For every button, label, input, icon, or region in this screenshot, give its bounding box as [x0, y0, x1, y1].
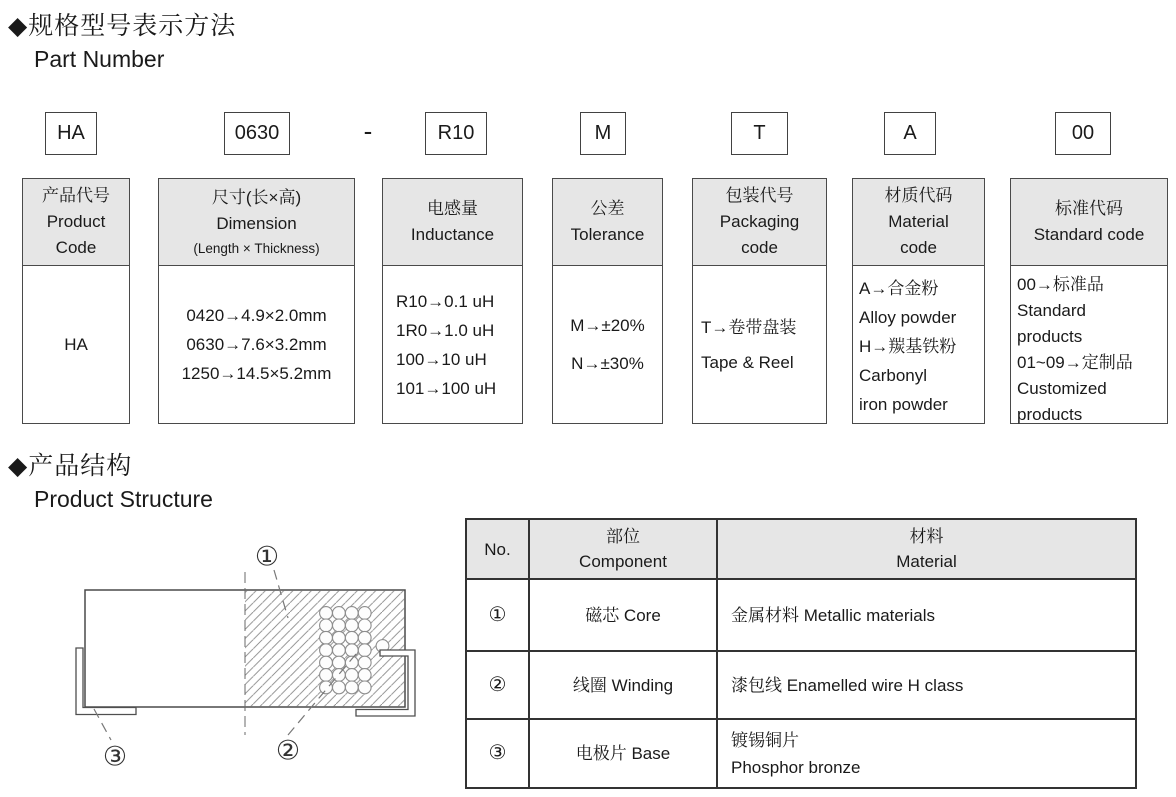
material-line: 漆包线 Enamelled wire H class — [731, 675, 964, 695]
body-line: Alloy powder — [859, 308, 957, 327]
body-line: 101→100 uH — [396, 378, 497, 398]
part-number-title-zh: ◆规格型号表示方法 — [8, 12, 237, 40]
body-line: 1R0→1.0 uH — [396, 320, 495, 340]
header-line: Packaging — [719, 212, 800, 231]
header-line: 电感量 — [427, 199, 478, 218]
header-line: 产品代号 — [42, 186, 110, 205]
structure-row-material — [718, 652, 1135, 720]
header-line: Code — [55, 238, 97, 257]
material-line: 金属材料 Metallic materials — [731, 605, 936, 625]
code-box-tolerance: M — [580, 112, 626, 155]
pn-column-product-code — [22, 178, 130, 424]
body-line: 00→标准品 — [1017, 275, 1104, 294]
body-line: A→合金粉 — [859, 279, 939, 298]
code-box-inductance: R10 — [425, 112, 487, 155]
body-line: 1250→14.5×5.2mm — [181, 364, 332, 383]
structure-row-component: 电极片 Base — [530, 720, 718, 787]
pn-body-dimension — [158, 266, 355, 424]
body-line: N→±30% — [571, 353, 644, 373]
pn-body-material — [852, 266, 985, 424]
structure-row-no: ② — [467, 652, 530, 720]
header-line: 部位 — [606, 527, 640, 546]
body-line: Customized — [1017, 379, 1107, 398]
material-line: Phosphor bronze — [731, 757, 861, 777]
pn-column-inductance — [382, 178, 523, 424]
structure-row-material — [718, 720, 1135, 787]
pn-body-tolerance — [552, 266, 663, 424]
code-separator: - — [363, 116, 373, 146]
header-line: 尺寸(长×高) — [211, 187, 302, 207]
pn-body-standard — [1010, 266, 1168, 424]
pn-column-standard — [1010, 178, 1168, 424]
body-line: T→卷带盘装 — [701, 317, 797, 337]
pn-body-packaging — [692, 266, 827, 424]
pn-column-material — [852, 178, 985, 424]
code-box-material: A — [884, 112, 936, 155]
pn-header-material — [852, 178, 985, 266]
product-structure-title-en: Product Structure — [34, 486, 213, 512]
header-line: (Length × Thickness) — [193, 240, 320, 256]
code-box-product-code: HA — [45, 112, 97, 155]
diagram-label-3: ③ — [102, 741, 128, 773]
pn-body-inductance — [382, 266, 523, 424]
structure-header-no: No. — [467, 520, 530, 580]
body-line: products — [1017, 327, 1083, 346]
body-line: R10→0.1 uH — [396, 291, 495, 311]
code-box-dimension: 0630 — [224, 112, 290, 155]
body-line: Tape & Reel — [701, 352, 794, 372]
header-line: Tolerance — [570, 225, 645, 244]
body-line: 100→10 uH — [396, 349, 487, 369]
structure-header-component — [530, 520, 718, 580]
structure-table — [465, 518, 1137, 789]
body-line: 0420→4.9×2.0mm — [186, 306, 327, 325]
pn-header-product-code — [22, 178, 130, 266]
structure-row-material — [718, 580, 1135, 652]
header-line: 标准代码 — [1055, 199, 1123, 218]
body-line: Standard — [1017, 301, 1086, 320]
header-line: Component — [579, 552, 667, 571]
pn-body-product-code — [22, 266, 130, 424]
header-line: Standard code — [1033, 225, 1145, 244]
header-line: 包装代号 — [725, 186, 794, 205]
pn-column-dimension — [158, 178, 355, 424]
body-line: H→羰基铁粉 — [859, 337, 957, 356]
pn-column-packaging — [692, 178, 827, 424]
product-structure-title-zh: ◆产品结构 — [8, 452, 133, 480]
header-line: code — [900, 238, 937, 257]
body-line: Carbonyl — [859, 366, 928, 385]
body-line: 01~09→定制品 — [1017, 353, 1133, 372]
header-line: 材质代码 — [884, 186, 953, 205]
body-line: HA — [64, 334, 88, 354]
structure-header-material — [718, 520, 1135, 580]
header-line: Inductance — [410, 225, 495, 244]
pn-header-tolerance — [552, 178, 663, 266]
pn-header-dimension — [158, 178, 355, 266]
body-line: 0630→7.6×3.2mm — [186, 335, 327, 354]
body-line: iron powder — [859, 395, 948, 414]
header-line: Product — [46, 212, 106, 231]
structure-row-no: ① — [467, 580, 530, 652]
structure-row-component: 磁芯 Core — [530, 580, 718, 652]
pn-header-standard — [1010, 178, 1168, 266]
pn-column-tolerance — [552, 178, 663, 424]
header-line: code — [741, 238, 778, 257]
body-line: products — [1017, 405, 1083, 424]
code-box-packaging: T — [731, 112, 788, 155]
code-box-standard: 00 — [1055, 112, 1111, 155]
body-line: M→±20% — [570, 315, 645, 335]
pn-header-inductance — [382, 178, 523, 266]
part-number-title-en: Part Number — [34, 46, 165, 72]
product-structure-diagram — [60, 520, 450, 790]
structure-row-component: 线圈 Winding — [530, 652, 718, 720]
structure-row-no: ③ — [467, 720, 530, 787]
diagram-label-2: ② — [275, 735, 301, 767]
header-line: 公差 — [590, 199, 625, 218]
diagram-label-1: ① — [254, 541, 280, 573]
material-line: 镀锡铜片 — [731, 730, 799, 750]
header-line: 材料 — [909, 527, 944, 546]
header-line: Material — [888, 212, 949, 231]
pn-header-packaging — [692, 178, 827, 266]
header-line: Dimension — [216, 213, 297, 233]
header-line: Material — [896, 552, 957, 571]
